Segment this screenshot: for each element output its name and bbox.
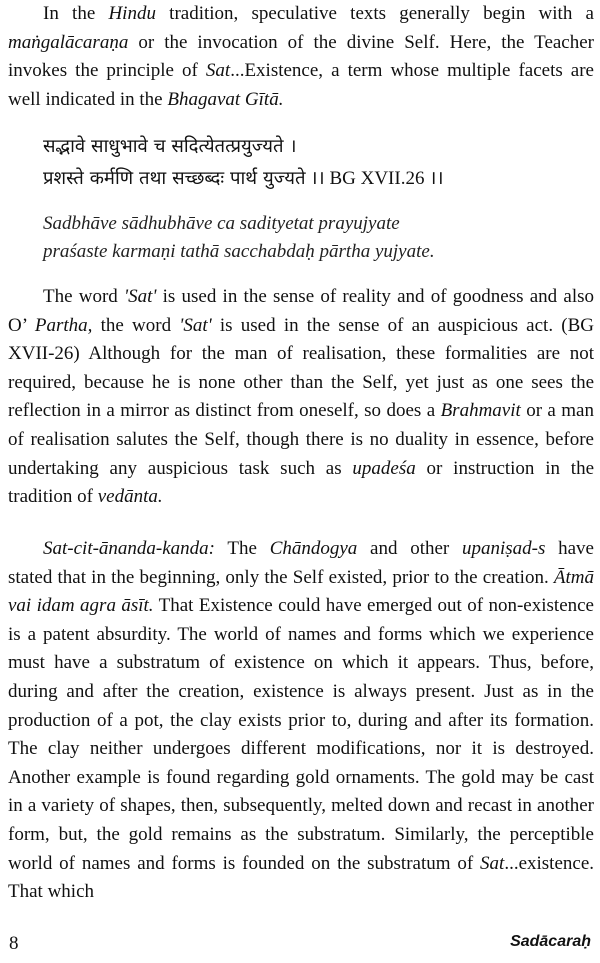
verse-reference: ।। BG XVII.26 ।। <box>305 168 444 189</box>
transliteration-line-2: praśaste karmaṇi tathā sacchabdaḥ pārtha yujyate. <box>43 241 435 262</box>
verse-transliteration <box>43 210 435 266</box>
transliteration-line-1: Sadbhāve sādhubhāve ca sadityetat prayujyate <box>43 213 400 234</box>
sanskrit-verse <box>43 131 444 195</box>
paragraph-sat-cit-ananda: Sat-cit-ānanda-kanda: The Chāndogya and other upaniṣad-s have stated that in the beginning, only the Self existed, prior to the creation. Ātmā vai idam agra āsīt. That Existence could have emerged out of non-existence is a patent absurdity. The world of names and forms which we experience must have a substratum of existence on which it appears. Thus, before, during and after the creation, existence is always present. Just as in the production of a pot, the clay exists prior to, during and after its formation. The clay neither undergoes different modifications, nor it is destroyed. Another example is found regarding gold ornaments. The gold may be cast in a variety of shapes, then, subsequently, melted down and recast in another form, but, the gold remains as the substratum. Similarly, the perceptible world of names and forms is founded on the substratum of Sat...existence. That which <box>8 538 594 903</box>
paragraph-sat-meaning: The word 'Sat' is used in the sense of reality and of goodness and also O’ Partha, the word 'Sat' is used in the sense of an auspicious act. (BG XVII-26) Although for the man of realisation, these formalities are not required, because he is none other than the Self, yet just as one sees the reflection in a mirror as distinct from oneself, so does a Brahmavit or a man of realisation salutes the Self, though there is no duality in essence, before undertaking any auspicious task such as upadeśa or instruction in the tradition of vedānta. <box>8 286 595 508</box>
verse-line-2: प्रशस्ते कर्मणि तथा सच्छब्दः पार्थ युज्यते ।। BG XVII.26 ।। <box>43 168 444 189</box>
page-footer <box>9 933 591 957</box>
verse-line-1: सद्भावे साधुभावे च सदित्येतत्प्रयुज्यते । <box>43 136 297 157</box>
page-number: 8 <box>9 933 19 954</box>
running-title: Sadācaraḥ <box>510 933 591 950</box>
paragraph-intro: In the Hindu tradition, speculative texts generally begin with a maṅgalācaraṇa or the invocation of the divine Self. Here, the Teacher invokes the principle of Sat...Existence, a term whose multiple facets are well indicated in the Bhagavat Gītā. <box>8 3 594 110</box>
